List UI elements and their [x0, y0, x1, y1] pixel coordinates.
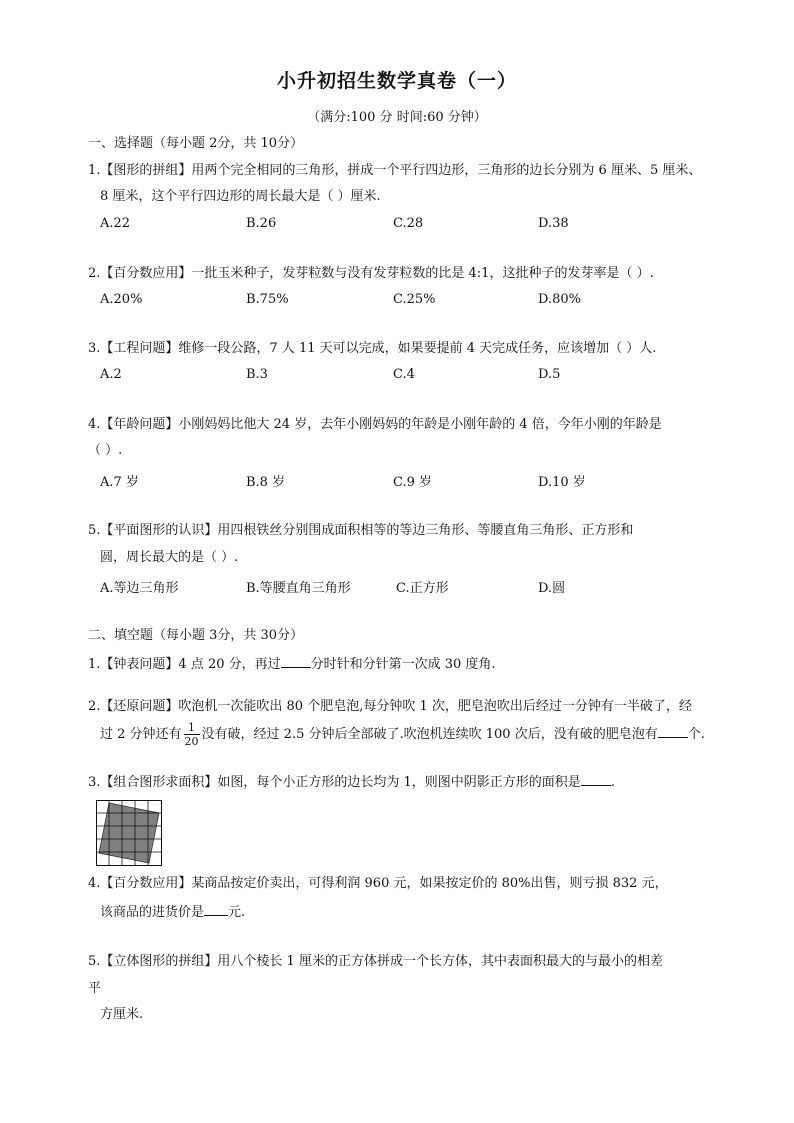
- fraction-denominator: 20: [184, 735, 199, 748]
- s1-q4-option-a: A.7 岁: [100, 475, 139, 490]
- s1-q3-option-a: A.2: [100, 367, 122, 382]
- s1-q5-option-b: B.等腰直角三角形: [246, 581, 351, 596]
- s1-q4-option-c: C.9 岁: [393, 475, 433, 490]
- s1-q3-option-b: B.3: [246, 367, 268, 382]
- s2-q1-text-b: 分时针和分针第一次成 30 度角.: [310, 657, 496, 672]
- s2-q3-text-b: .: [610, 775, 615, 790]
- s1-q1-line2: 8 厘米，这个平行四边形的周长最大是（ ）厘米.: [100, 189, 381, 204]
- s2-q4-line2: [100, 902, 245, 922]
- shaded-square: [99, 803, 159, 863]
- s2-q3: [88, 772, 615, 792]
- s1-q2-option-c: C.25%: [393, 292, 436, 307]
- s2-q4-line1: 4.【百分数应用】某商品按定价卖出，可得利润 960 元，如果按定价的 80%出售，则亏损 832 元，: [88, 876, 668, 891]
- s2-q5-line2: 平: [88, 981, 102, 996]
- s1-q4-option-d: D.10 岁: [538, 475, 586, 490]
- s2-q4-text-a: 该商品的进货价是: [100, 905, 205, 920]
- answer-blank: [281, 654, 311, 668]
- s1-q4-line1: 4.【年龄问题】小刚妈妈比他大 24 岁，去年小刚妈妈的年龄是小刚年龄的 4 倍，今年小刚的年龄是: [88, 417, 662, 432]
- s1-q1-line1: 1.【图形的拼组】用两个完全相同的三角形，拼成一个平行四边形，三角形的边长分别为 6 厘米、5 厘米、: [88, 163, 702, 178]
- grid-figure: [96, 800, 162, 870]
- s1-q3-option-d: D.5: [538, 367, 561, 382]
- s1-q3-option-c: C.4: [393, 367, 415, 382]
- s2-q2-text-c: 个.: [687, 727, 705, 742]
- s2-q2-line2: [100, 720, 705, 750]
- s1-q4-option-b: B.8 岁: [246, 475, 286, 490]
- shaded-square-grid: [96, 800, 162, 866]
- s1-q1-option-b: B.26: [246, 216, 277, 231]
- s1-q3-line1: 3.【工程问题】维修一段公路，7 人 11 天可以完成，如果要提前 4 天完成任务，应该增加（ ）人.: [88, 341, 657, 356]
- s2-q4-text-b: 元.: [228, 905, 246, 920]
- s1-q1-option-c: C.28: [393, 216, 424, 231]
- s1-q2-option-b: B.75%: [246, 292, 289, 307]
- s1-q2-option-d: D.80%: [538, 292, 581, 307]
- s1-q2-line1: 2.【百分数应用】一批玉米种子，发芽粒数与没有发芽粒数的比是 4:1，这批种子的发芽率是（ ）.: [88, 266, 654, 281]
- s1-q4-line2: （ ）.: [88, 443, 123, 458]
- s2-q5-line1: 5.【立体图形的拼组】用八个棱长 1 厘米的正方体拼成一个长方体，其中表面积最大的与最小的相差: [88, 954, 663, 969]
- section1-heading: 一、选择题（每小题 2分，共 10分）: [88, 136, 304, 151]
- s2-q3-text-a: 3.【组合图形求面积】如图，每个小正方形的边长均为 1，则图中阴影正方形的面积是: [88, 775, 581, 790]
- answer-blank: [658, 724, 688, 738]
- s1-q5-line1: 5.【平面图形的认识】用四根铁丝分别围成面积相等的等边三角形、等腰直角三角形、正方形和: [88, 523, 634, 538]
- page-subtitle: （满分:100 分 时间:60 分钟）: [307, 110, 487, 125]
- s1-q1-option-d: D.38: [538, 216, 569, 231]
- s1-q5-option-d: D.圆: [538, 581, 566, 596]
- s2-q1-text-a: 1.【钟表问题】4 点 20 分，再过: [88, 657, 281, 672]
- s1-q2-option-a: A.20%: [100, 292, 143, 307]
- s1-q1-option-a: A.22: [100, 216, 131, 231]
- fraction-numerator: 1: [184, 721, 200, 735]
- answer-blank: [581, 772, 611, 786]
- page-title: 小升初招生数学真卷（一）: [276, 70, 517, 92]
- s1-q5-option-a: A.等边三角形: [100, 581, 179, 596]
- s2-q2-text-a: 过 2 分钟还有: [100, 727, 182, 742]
- s1-q5-line2: 圆，周长最大的是（ ）.: [100, 550, 239, 565]
- answer-blank: [204, 902, 228, 916]
- s2-q5-line3: 方厘米.: [100, 1007, 144, 1022]
- section2-heading: 二、填空题（每小题 3分，共 30分）: [88, 628, 304, 643]
- s2-q2-line1: 2.【还原问题】吹泡机一次能吹出 80 个肥皂泡,每分钟吹 1 次，肥皂泡吹出后经过一分钟有一半破了，经: [88, 699, 692, 714]
- s2-q2-text-b: 没有破，经过 2.5 分钟后全部破了.吹泡机连续吹 100 次后，没有破的肥皂泡有: [201, 727, 658, 742]
- s2-q1: [88, 654, 496, 674]
- s1-q5-option-c: C.正方形: [396, 581, 449, 596]
- fraction: [184, 721, 200, 748]
